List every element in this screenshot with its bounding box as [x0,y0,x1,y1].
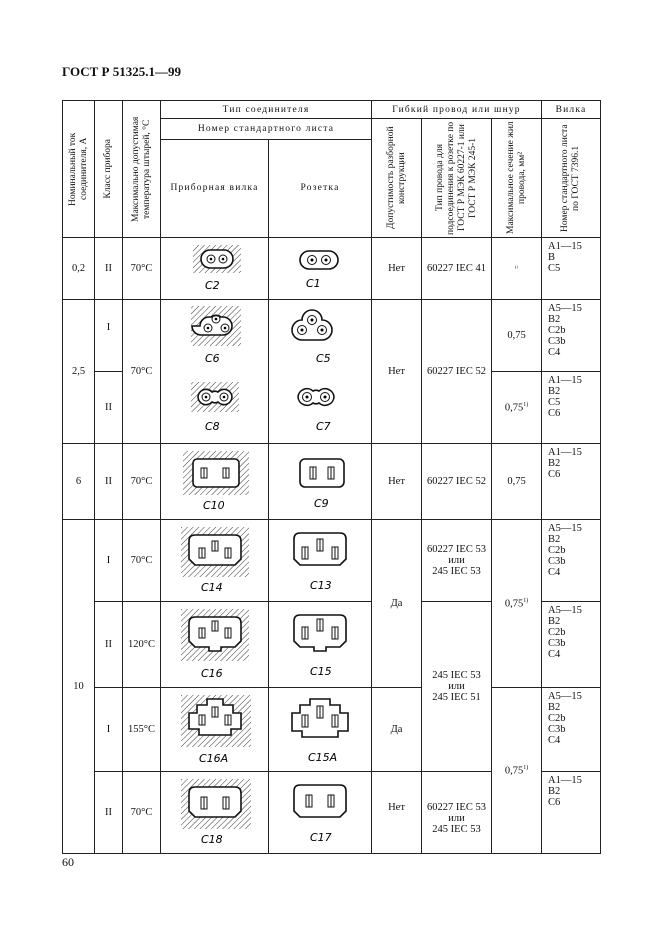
table-row [63,688,601,772]
section-cell: 0,75$^{1)}$ [492,520,542,688]
header-cable-type: Тип провода для подсоединения к розетке по ГОСТ Р МЭК 60227-1 или ГОСТ Р МЭК 245-1 [422,119,492,238]
plug-list: A5—15 B2 C2b C3b C4 [542,688,601,772]
svg-text:C16: C16 [200,667,223,680]
section-cell: 0,75 [492,444,542,520]
page-number: 60 [62,855,74,869]
inlet-drawing [161,520,269,602]
svg-text:C6: C6 [204,352,220,366]
table-row [63,238,601,300]
class-cell: II [95,602,123,688]
current-cell: 6 [63,444,95,520]
svg-text:C7: C7 [316,419,331,433]
inlet-drawing [161,688,269,772]
current-cell: 2,5 [63,300,95,444]
svg-text:C9: C9 [314,497,329,510]
current-cell: 0,2 [63,238,95,300]
temp-cell: 120°C [123,602,161,688]
table-row [63,444,601,520]
cable-cell: 60227 IEC 41 [422,238,492,300]
header-cord: Гибкий провод или шнур [372,101,542,119]
inlet-drawing [161,772,269,854]
inlet-drawing [161,238,269,300]
plug-list: A5—15 B2 C2b C3b C4 [542,602,601,688]
inlet-drawing [161,372,269,444]
temp-cell: 70°C [123,772,161,854]
cable-cell: 60227 IEC 53 или 245 IEC 53 [422,520,492,602]
rewire-cell: Да [372,520,422,688]
header-plug: Вилка [542,101,601,119]
inlet-drawing [161,300,269,372]
class-cell: II [95,372,123,444]
socket-drawing [269,444,372,520]
plug-list: A1—15 B2 C5 C6 [542,372,601,444]
svg-text:C15: C15 [310,665,332,678]
class-cell: I [95,688,123,772]
section-cell: 0,75 [492,300,542,372]
svg-text:C13: C13 [310,579,332,592]
class-cell: II [95,772,123,854]
section-cell: ¹⁾ [492,238,542,300]
socket-label: C1 [306,277,321,290]
socket-drawing [269,772,372,854]
temp-cell: 70°C [123,300,161,444]
header-connector-type: Тип соединителя [161,101,372,119]
svg-text:C17: C17 [310,831,332,844]
current-cell: 10 [63,520,95,854]
inlet-drawing [161,444,269,520]
header-rewirable: Допустимость разборной конструкции [372,119,422,238]
table-row [63,520,601,602]
inlet-label: C2 [204,279,220,292]
header-appliance-inlet: Приборная вилка [161,139,269,237]
section-cell: 0,75$^{1)}$ [492,372,542,444]
class-cell: II [95,238,123,300]
svg-text:C5: C5 [316,352,331,366]
cable-cell: 245 IEC 53 или 245 IEC 51 [422,602,492,772]
socket-drawing [269,372,372,444]
inlet-drawing [161,602,269,688]
temp-cell: 70°C [123,238,161,300]
plug-list: A1—15 B C5 [542,238,601,300]
plug-list: A1—15 B2 C6 [542,772,601,854]
header-cross-section: Максимальное сечение жил провода, мм² [492,119,542,238]
socket-drawing [269,520,372,602]
rewire-cell: Нет [372,772,422,854]
table-row [63,300,601,372]
header-sheet-number: Номер стандартного листа [161,119,372,140]
temp-cell: 70°C [123,520,161,602]
section-cell: 0,75$^{1)}$ [492,688,542,854]
temp-cell: 70°C [123,444,161,520]
rewire-cell: Да [372,688,422,772]
header-maxtemp: Максимально допустимая температура штырей, °C [123,101,161,238]
header-class: Класс прибора [95,101,123,238]
svg-text:C14: C14 [200,581,223,594]
rewire-cell: Нет [372,300,422,444]
svg-text:C18: C18 [200,833,223,846]
cable-cell: 60227 IEC 52 [422,444,492,520]
svg-text:C10: C10 [202,499,225,512]
socket-drawing [269,238,372,300]
plug-list: A5—15 B2 C2b C3b C4 [542,520,601,602]
plug-list: A1—15 B2 C6 [542,444,601,520]
header-socket: Розетка [269,139,372,237]
class-cell: I [95,520,123,602]
cable-cell: 60227 IEC 52 [422,300,492,444]
connector-table [62,100,601,854]
rewire-cell: Нет [372,444,422,520]
svg-text:C15A: C15A [308,751,338,764]
socket-drawing [269,602,372,688]
header-plug-sheet: Номер стандартного листа по ГОСТ 7396.1 [542,119,601,238]
class-cell: II [95,444,123,520]
rewire-cell: Нет [372,238,422,300]
header-current: Номинальный ток соединителя, А [63,101,95,238]
svg-text:C16A: C16A [198,752,228,765]
class-cell: I [95,300,123,372]
temp-cell: 155°C [123,688,161,772]
socket-drawing [269,688,372,772]
cable-cell: 60227 IEC 53 или 245 IEC 53 [422,772,492,854]
socket-drawing [269,300,372,372]
document-title: ГОСТ Р 51325.1—99 [62,64,181,79]
svg-text:C8: C8 [204,419,220,433]
plug-list: A5—15 B2 C2b C3b C4 [542,300,601,372]
